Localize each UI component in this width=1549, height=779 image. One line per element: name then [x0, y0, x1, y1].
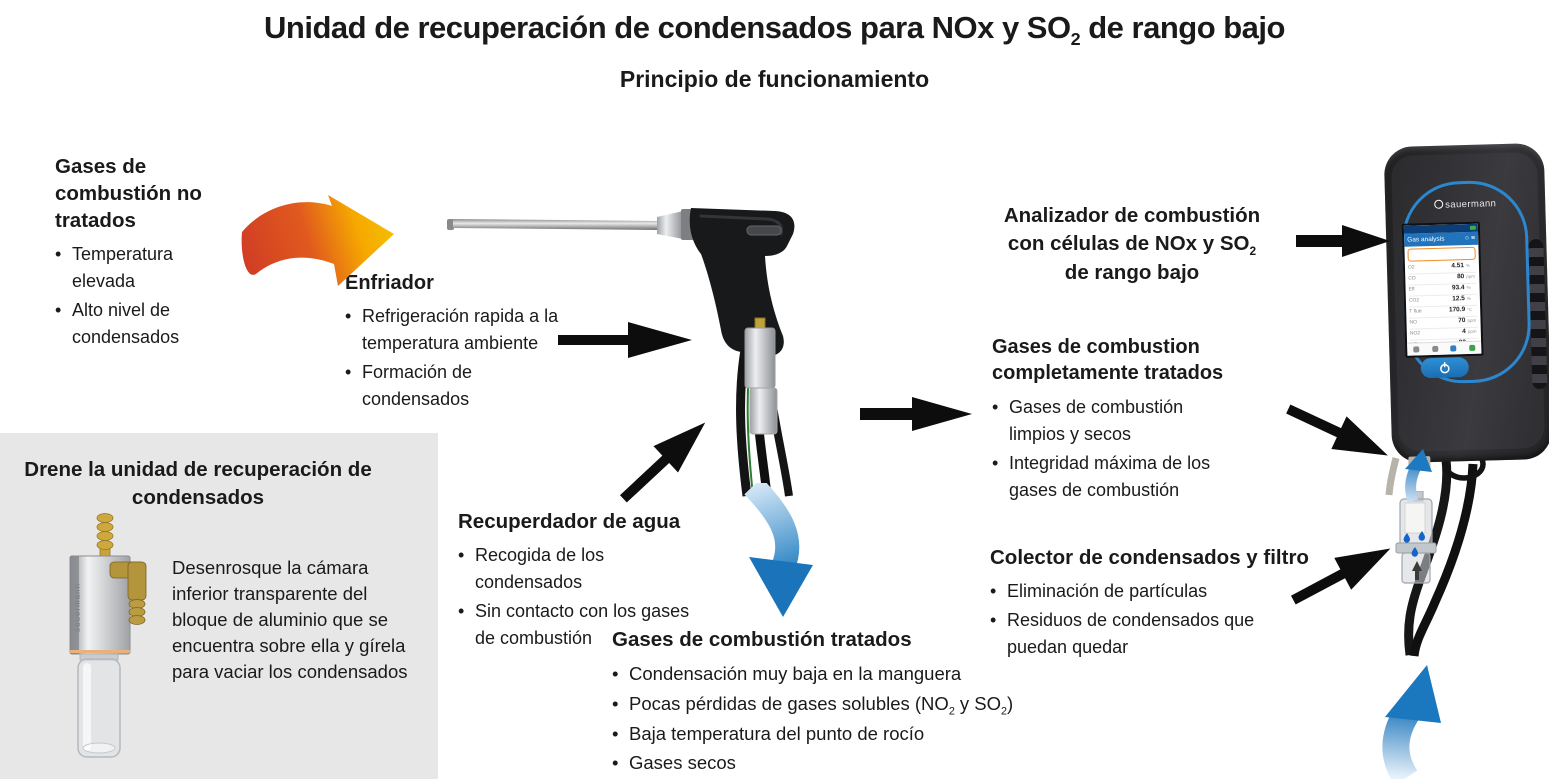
hot-gas-flow-arrow-icon [236, 192, 400, 302]
gray-strap [1389, 458, 1396, 495]
row-value: 93.4 [1451, 284, 1465, 292]
section-heading: Colector de condensados y filtro [990, 546, 1309, 569]
row-value: 80 [1456, 273, 1465, 281]
drain-heading: Drene la unidad de recuperación de condensados [24, 458, 372, 509]
bullet-item: • Gases de combustión limpios y secos [992, 394, 1240, 448]
subscript: 2 [1001, 705, 1008, 718]
arrow-right-fully-treated-icon [860, 397, 972, 431]
analyzer-label-line2 [972, 230, 1292, 258]
cooler-block [745, 328, 775, 388]
filter-cartridge [1405, 503, 1425, 533]
row-unit: % [1466, 295, 1471, 302]
bullet-item: • Refrigeración rapida a la temperatura ambiente [345, 303, 563, 357]
title-text: Unidad de recuperación de condensados para NOx y SO [264, 10, 1071, 45]
row-label: T flue [1409, 308, 1422, 315]
analyzer-device-image [1384, 143, 1549, 463]
label-text: con células de NOx y SO [1007, 232, 1250, 256]
row-unit: % [1465, 262, 1471, 269]
analyzer-label-line1: Analizador de combustión [1003, 204, 1261, 227]
menu-icon: ≡ [1471, 234, 1476, 242]
bullet-item: • Baja temperatura del punto de rocío [612, 720, 1082, 748]
row-unit: ppm [1466, 273, 1476, 280]
wrench-icon [1413, 346, 1419, 352]
search-icon: ○ [1464, 234, 1470, 243]
page-title [0, 10, 1549, 50]
power-button [1421, 357, 1470, 378]
screen-fuel-banner [1407, 247, 1475, 262]
row-value: 170.9 [1448, 306, 1466, 314]
gear-icon [1432, 346, 1438, 352]
title-text-end: de rango bajo [1080, 10, 1285, 45]
screen-title: Gas analysis [1407, 235, 1445, 244]
blue-arrow-up-small-icon [1398, 447, 1438, 503]
probe-tube [453, 219, 657, 230]
section-fully-treated [992, 334, 1272, 506]
page-subtitle: Principio de funcionamiento [619, 66, 930, 92]
measurement-rows [1405, 262, 1481, 352]
section-heading: Gases de combustion completamente tratados [992, 336, 1224, 385]
analyzer-label [972, 202, 1292, 287]
row-value: 12.5 [1452, 295, 1465, 303]
save-icon [1469, 345, 1475, 351]
section-heading: Gases de combustión no tratados [55, 155, 202, 233]
title-subscript: 2 [1070, 29, 1081, 50]
row-label: NO [1409, 319, 1418, 326]
section-heading: Gases de combustión tratados [612, 628, 912, 651]
power-icon [1439, 362, 1451, 374]
bullet-item [612, 690, 1082, 718]
transparent-chamber [78, 659, 120, 757]
section-untreated-gases [55, 153, 265, 353]
arrow-right-analyzer-icon [1296, 225, 1390, 257]
seal-line [70, 650, 130, 653]
bullet-text: Pocas pérdidas de gases solubles (NO [629, 692, 949, 714]
row-label: O2 [1407, 264, 1415, 271]
bullet-list [992, 394, 1240, 504]
bullet-list [55, 241, 197, 351]
screen-toolbar [1407, 341, 1481, 356]
section-heading: Enfriador [345, 272, 434, 294]
bullet-item: • Condensación muy baja en la manguera [612, 660, 1082, 688]
bullet-item: • Eliminación de partículas [990, 578, 1258, 605]
row-value: 70 [1458, 317, 1466, 325]
screen-header [1404, 232, 1478, 247]
battery-icon [1470, 226, 1476, 230]
probe-tip [447, 219, 454, 230]
analyzer-label-line3: de rango bajo [1064, 260, 1200, 284]
row-unit: % [1466, 284, 1471, 291]
bullet-item: • Alto nivel de condensados [55, 297, 197, 351]
bullet-item: • Integridad máxima de los gases de combustión [992, 450, 1240, 504]
water-recovery-block [750, 388, 777, 434]
bullet-list [612, 660, 1082, 777]
section-heading: Recuperdador de agua [458, 510, 681, 533]
row-value: 4 [1462, 328, 1466, 336]
blue-arrow-up-large-icon [1374, 650, 1452, 779]
drain-panel [0, 433, 438, 779]
condensate-unit-image [50, 512, 150, 768]
sauermann-logo-icon [1434, 200, 1443, 209]
arrow-right-cooler-icon [558, 322, 692, 358]
probe-brand-label [747, 226, 781, 235]
bullet-item: • Formación de condensados [345, 359, 563, 413]
drain-instructions: Desenrosque la cámara inferior transparente del bloque de aluminio que se encuentra sobre ella y gírela para vaciar los condensados [172, 557, 408, 682]
bullet-text: y SO [954, 692, 1002, 714]
brass-barb-top [97, 514, 113, 550]
row-unit: °C [1467, 306, 1473, 313]
row-unit: ppm [1467, 328, 1477, 335]
row-value: 4.51 [1451, 262, 1465, 270]
device-brand-text: sauermann [1445, 198, 1497, 211]
row-label: CO [1408, 275, 1416, 282]
bullet-item: • Sin contacto con los gases de combustión [458, 598, 710, 652]
row-unit: ppm [1467, 317, 1477, 324]
condensate-collector-image [1395, 491, 1439, 591]
bullet-item: • Recogida de los condensados [458, 542, 710, 596]
section-collector [990, 544, 1320, 663]
subscript: 2 [948, 705, 955, 718]
info-icon [1450, 345, 1456, 351]
row-label: CO2 [1408, 297, 1420, 304]
bullet-item: • Temperatura elevada [55, 241, 197, 295]
subscript: 2 [1249, 244, 1257, 259]
bullet-item: • Gases secos [612, 749, 1082, 777]
device-screen [1402, 222, 1484, 358]
bullet-text: ) [1007, 692, 1014, 714]
probe-cone [657, 211, 683, 239]
row-label: Eff [1408, 286, 1415, 293]
bullet-item: • Residuos de condensados que puedan quedar [990, 607, 1258, 661]
blue-arrow-down-icon [737, 483, 817, 619]
row-label: NO2 [1409, 330, 1421, 337]
bullet-list [990, 578, 1258, 661]
unit-brand-text: sauermann [73, 582, 82, 632]
